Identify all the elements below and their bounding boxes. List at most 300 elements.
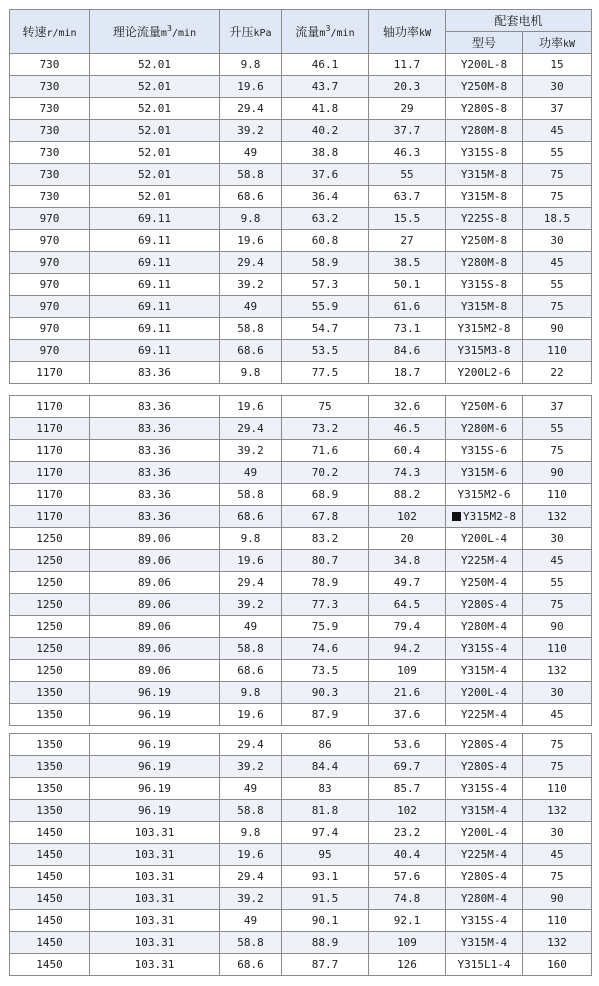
motor-power-cell: 18.5 [523,208,592,230]
motor-model-cell: Y280M-4 [446,888,523,910]
theoretical-flow-cell: 83.36 [90,362,220,384]
theoretical-flow-cell: 69.11 [90,274,220,296]
speed-cell: 1350 [10,734,90,756]
motor-model-cell: Y280S-8 [446,98,523,120]
motor-power-cell: 55 [523,274,592,296]
speed-cell: 970 [10,274,90,296]
theoretical-flow-cell: 96.19 [90,704,220,726]
table-row [10,98,592,120]
flow-cell: 77.3 [282,594,369,616]
speed-cell: 730 [10,76,90,98]
table-row [10,142,592,164]
motor-power-cell: 132 [523,660,592,682]
header-shaft-power: 轴功率kW [369,10,446,54]
motor-model-cell: Y280S-4 [446,734,523,756]
shaft-power-cell: 49.7 [369,572,446,594]
speed-cell: 1170 [10,462,90,484]
motor-model-cell: Y225S-8 [446,208,523,230]
shaft-power-cell: 37.6 [369,704,446,726]
flow-cell: 86 [282,734,369,756]
speed-cell: 1250 [10,660,90,682]
table-row [10,844,592,866]
speed-cell: 1250 [10,528,90,550]
motor-model-cell: Y280M-4 [446,616,523,638]
speed-cell: 970 [10,296,90,318]
motor-power-cell: 75 [523,296,592,318]
table-row [10,910,592,932]
pressure-cell: 58.8 [220,484,282,506]
motor-model-cell: Y200L-4 [446,528,523,550]
theoretical-flow-cell: 83.36 [90,440,220,462]
motor-model-cell: Y315S-6 [446,440,523,462]
table-row [10,594,592,616]
shaft-power-cell: 20.3 [369,76,446,98]
spec-table-2 [9,395,592,726]
table-row [10,528,592,550]
motor-model-cell: Y315M-4 [446,660,523,682]
flow-cell: 84.4 [282,756,369,778]
theoretical-flow-cell: 89.06 [90,638,220,660]
shaft-power-cell: 11.7 [369,54,446,76]
shaft-power-cell: 109 [369,932,446,954]
speed-cell: 1450 [10,910,90,932]
table-row [10,682,592,704]
pressure-cell: 58.8 [220,932,282,954]
motor-power-cell: 75 [523,440,592,462]
motor-power-cell: 37 [523,396,592,418]
motor-model-cell: Y315M-4 [446,800,523,822]
table-row [10,76,592,98]
flow-cell: 74.6 [282,638,369,660]
shaft-power-cell: 38.5 [369,252,446,274]
motor-model-cell: Y315M-4 [446,932,523,954]
speed-cell: 1450 [10,954,90,976]
pressure-cell: 9.8 [220,822,282,844]
shaft-power-cell: 60.4 [369,440,446,462]
motor-power-cell: 110 [523,910,592,932]
motor-model-cell: Y250M-8 [446,230,523,252]
theoretical-flow-cell: 52.01 [90,186,220,208]
motor-power-cell: 22 [523,362,592,384]
table-row [10,120,592,142]
motor-model-cell: Y315L1-4 [446,954,523,976]
motor-model-cell: Y315S-8 [446,142,523,164]
flow-cell: 80.7 [282,550,369,572]
motor-model-cell: Y315M2-8 [446,318,523,340]
pressure-cell: 68.6 [220,660,282,682]
flow-cell: 87.9 [282,704,369,726]
motor-model-cell: Y315M-8 [446,296,523,318]
motor-power-cell: 110 [523,638,592,660]
theoretical-flow-cell: 103.31 [90,954,220,976]
speed-cell: 1450 [10,866,90,888]
header-pressure: 升压kPa [220,10,282,54]
shaft-power-cell: 73.1 [369,318,446,340]
motor-power-cell: 45 [523,704,592,726]
shaft-power-cell: 34.8 [369,550,446,572]
speed-cell: 1170 [10,396,90,418]
flow-cell: 67.8 [282,506,369,528]
theoretical-flow-cell: 89.06 [90,660,220,682]
shaft-power-cell: 32.6 [369,396,446,418]
motor-power-cell: 30 [523,822,592,844]
speed-cell: 1350 [10,704,90,726]
table-row [10,778,592,800]
motor-power-cell: 30 [523,76,592,98]
header-theoretical-flow: 理论流量$m^3/\min$ [90,10,220,54]
flow-cell: 68.9 [282,484,369,506]
motor-power-cell: 110 [523,778,592,800]
motor-power-cell: 75 [523,756,592,778]
theoretical-flow-cell: 52.01 [90,164,220,186]
table-row [10,318,592,340]
flow-cell: 90.1 [282,910,369,932]
pressure-cell: 68.6 [220,954,282,976]
theoretical-flow-cell: 83.36 [90,484,220,506]
speed-cell: 730 [10,98,90,120]
speed-cell: 970 [10,252,90,274]
pressure-cell: 9.8 [220,682,282,704]
header-flow: 流量$m^3/\min$ [282,10,369,54]
pressure-cell: 29.4 [220,866,282,888]
motor-power-cell: 132 [523,800,592,822]
speed-cell: 730 [10,186,90,208]
theoretical-flow-cell: 89.06 [90,528,220,550]
pressure-cell: 19.6 [220,396,282,418]
theoretical-flow-cell: 52.01 [90,120,220,142]
motor-power-cell: 37 [523,98,592,120]
flow-cell: 57.3 [282,274,369,296]
motor-power-cell: 55 [523,142,592,164]
shaft-power-cell: 92.1 [369,910,446,932]
flow-cell: 75.9 [282,616,369,638]
motor-model-cell: Y280S-4 [446,866,523,888]
flow-cell: 60.8 [282,230,369,252]
flow-cell: 88.9 [282,932,369,954]
theoretical-flow-cell: 83.36 [90,418,220,440]
motor-model-cell: Y315S-4 [446,638,523,660]
motor-power-cell: 90 [523,888,592,910]
motor-model-cell: Y250M-6 [446,396,523,418]
motor-model-cell: Y200L-4 [446,822,523,844]
shaft-power-cell: 102 [369,800,446,822]
motor-model-cell: Y315M3-8 [446,340,523,362]
motor-model-cell: Y225M-4 [446,844,523,866]
table-row [10,506,592,528]
table-row [10,734,592,756]
flow-cell: 73.5 [282,660,369,682]
pressure-cell: 19.6 [220,704,282,726]
motor-power-cell: 75 [523,164,592,186]
pressure-cell: 39.2 [220,274,282,296]
table-row [10,800,592,822]
flow-cell: 63.2 [282,208,369,230]
motor-model-cell: Y200L-8 [446,54,523,76]
pressure-cell: 29.4 [220,252,282,274]
table-row [10,572,592,594]
speed-cell: 1450 [10,844,90,866]
theoretical-flow-cell: 103.31 [90,910,220,932]
motor-power-cell: 45 [523,252,592,274]
shaft-power-cell: 102 [369,506,446,528]
theoretical-flow-cell: 69.11 [90,252,220,274]
shaft-power-cell: 46.5 [369,418,446,440]
table-row [10,866,592,888]
pressure-cell: 58.8 [220,164,282,186]
pressure-cell: 19.6 [220,550,282,572]
shaft-power-cell: 74.8 [369,888,446,910]
table-row [10,252,592,274]
shaft-power-cell: 55 [369,164,446,186]
speed-cell: 1250 [10,594,90,616]
shaft-power-cell: 69.7 [369,756,446,778]
flow-cell: 43.7 [282,76,369,98]
pressure-cell: 29.4 [220,98,282,120]
motor-model-cell: Y225M-4 [446,550,523,572]
pressure-cell: 49 [220,910,282,932]
table-row [10,340,592,362]
speed-cell: 1450 [10,888,90,910]
pressure-cell: 39.2 [220,756,282,778]
shaft-power-cell: 61.6 [369,296,446,318]
motor-power-cell: 75 [523,186,592,208]
pressure-cell: 29.4 [220,734,282,756]
table-row [10,660,592,682]
flow-cell: 87.7 [282,954,369,976]
motor-model-cell: Y280M-8 [446,120,523,142]
motor-model-cell: Y200L2-6 [446,362,523,384]
shaft-power-cell: 46.3 [369,142,446,164]
spec-table-3 [9,733,592,976]
pressure-cell: 49 [220,142,282,164]
shaft-power-cell: 126 [369,954,446,976]
speed-cell: 970 [10,230,90,252]
shaft-power-cell: 37.7 [369,120,446,142]
motor-model-cell: Y280S-4 [446,756,523,778]
pressure-cell: 68.6 [220,186,282,208]
shaft-power-cell: 27 [369,230,446,252]
flow-cell: 70.2 [282,462,369,484]
motor-power-cell: 90 [523,318,592,340]
spec-table-1 [9,9,592,384]
flow-cell: 97.4 [282,822,369,844]
speed-cell: 730 [10,54,90,76]
table-row [10,888,592,910]
flow-cell: 46.1 [282,54,369,76]
motor-power-cell: 30 [523,528,592,550]
motor-model-cell: Y200L-4 [446,682,523,704]
shaft-power-cell: 57.6 [369,866,446,888]
theoretical-flow-cell: 96.19 [90,682,220,704]
speed-cell: 970 [10,340,90,362]
pressure-cell: 39.2 [220,888,282,910]
speed-cell: 970 [10,208,90,230]
flow-cell: 78.9 [282,572,369,594]
flow-cell: 73.2 [282,418,369,440]
header-model: 型号 [446,32,523,54]
speed-cell: 1170 [10,440,90,462]
table-row [10,616,592,638]
speed-cell: 1250 [10,572,90,594]
speed-cell: 1350 [10,756,90,778]
shaft-power-cell: 23.2 [369,822,446,844]
theoretical-flow-cell: 89.06 [90,572,220,594]
table-row [10,396,592,418]
shaft-power-cell: 85.7 [369,778,446,800]
table-row [10,418,592,440]
speed-cell: 1250 [10,638,90,660]
pressure-cell: 49 [220,616,282,638]
shaft-power-cell: 15.5 [369,208,446,230]
theoretical-flow-cell: 96.19 [90,778,220,800]
theoretical-flow-cell: 52.01 [90,142,220,164]
speed-cell: 1250 [10,616,90,638]
speed-cell: 730 [10,164,90,186]
pressure-cell: 39.2 [220,440,282,462]
theoretical-flow-cell: 52.01 [90,76,220,98]
motor-model-cell: Y315M2-8 [446,506,523,528]
flow-cell: 90.3 [282,682,369,704]
pressure-cell: 39.2 [220,120,282,142]
motor-model-cell: Y280M-6 [446,418,523,440]
table-row [10,208,592,230]
flow-cell: 95 [282,844,369,866]
theoretical-flow-cell: 83.36 [90,396,220,418]
motor-power-cell: 110 [523,340,592,362]
table-row [10,932,592,954]
table-row [10,462,592,484]
theoretical-flow-cell: 96.19 [90,756,220,778]
motor-power-cell: 45 [523,844,592,866]
table-row [10,230,592,252]
motor-power-cell: 75 [523,866,592,888]
pressure-cell: 9.8 [220,528,282,550]
speed-cell: 1250 [10,550,90,572]
table-body-1 [10,54,592,384]
theoretical-flow-cell: 69.11 [90,230,220,252]
shaft-power-cell: 29 [369,98,446,120]
motor-model-cell: Y250M-8 [446,76,523,98]
theoretical-flow-cell: 103.31 [90,844,220,866]
motor-power-cell: 55 [523,418,592,440]
pressure-cell: 19.6 [220,230,282,252]
shaft-power-cell: 21.6 [369,682,446,704]
theoretical-flow-cell: 96.19 [90,800,220,822]
table-row [10,186,592,208]
theoretical-flow-cell: 89.06 [90,550,220,572]
theoretical-flow-cell: 69.11 [90,318,220,340]
speed-cell: 1450 [10,822,90,844]
header-power: 功率kW [523,32,592,54]
shaft-power-cell: 79.4 [369,616,446,638]
motor-power-cell: 75 [523,734,592,756]
flow-cell: 81.8 [282,800,369,822]
motor-power-cell: 30 [523,230,592,252]
flow-cell: 75 [282,396,369,418]
motor-power-cell: 132 [523,506,592,528]
speed-cell: 1350 [10,682,90,704]
table-row [10,704,592,726]
theoretical-flow-cell: 52.01 [90,98,220,120]
table-row [10,54,592,76]
speed-cell: 1170 [10,418,90,440]
pressure-cell: 49 [220,296,282,318]
shaft-power-cell: 18.7 [369,362,446,384]
theoretical-flow-cell: 83.36 [90,462,220,484]
motor-power-cell: 45 [523,550,592,572]
motor-power-cell: 55 [523,572,592,594]
table-row [10,756,592,778]
shaft-power-cell: 20 [369,528,446,550]
motor-power-cell: 90 [523,616,592,638]
table-body-2 [10,396,592,726]
motor-model-cell: Y250M-4 [446,572,523,594]
speed-cell: 1350 [10,778,90,800]
flow-cell: 53.5 [282,340,369,362]
theoretical-flow-cell: 69.11 [90,340,220,362]
shaft-power-cell: 74.3 [369,462,446,484]
flow-cell: 40.2 [282,120,369,142]
flow-cell: 93.1 [282,866,369,888]
shaft-power-cell: 109 [369,660,446,682]
black-square-icon [452,512,461,521]
shaft-power-cell: 50.1 [369,274,446,296]
theoretical-flow-cell: 52.01 [90,54,220,76]
motor-model-cell: Y280M-8 [446,252,523,274]
table-row [10,638,592,660]
motor-model-cell: Y315M-8 [446,164,523,186]
table-header [10,10,592,54]
shaft-power-cell: 88.2 [369,484,446,506]
motor-model-cell: Y315S-4 [446,910,523,932]
pressure-cell: 9.8 [220,362,282,384]
theoretical-flow-cell: 103.31 [90,866,220,888]
table-row [10,164,592,186]
theoretical-flow-cell: 103.31 [90,932,220,954]
motor-power-cell: 132 [523,932,592,954]
pressure-cell: 29.4 [220,572,282,594]
motor-power-cell: 30 [523,682,592,704]
motor-model-cell: Y315M2-6 [446,484,523,506]
motor-model-cell: Y225M-4 [446,704,523,726]
motor-power-cell: 75 [523,594,592,616]
motor-power-cell: 45 [523,120,592,142]
motor-power-cell: 15 [523,54,592,76]
motor-power-cell: 160 [523,954,592,976]
speed-cell: 1170 [10,484,90,506]
header-motor: 配套电机 [446,10,592,32]
flow-cell: 37.6 [282,164,369,186]
pressure-cell: 58.8 [220,318,282,340]
shaft-power-cell: 40.4 [369,844,446,866]
speed-cell: 1170 [10,362,90,384]
pressure-cell: 9.8 [220,208,282,230]
theoretical-flow-cell: 83.36 [90,506,220,528]
theoretical-flow-cell: 69.11 [90,208,220,230]
pressure-cell: 9.8 [220,54,282,76]
table-row [10,274,592,296]
theoretical-flow-cell: 96.19 [90,734,220,756]
speed-cell: 1350 [10,800,90,822]
motor-model-cell: Y315M-8 [446,186,523,208]
motor-model-cell: Y315S-8 [446,274,523,296]
theoretical-flow-cell: 89.06 [90,616,220,638]
pressure-cell: 29.4 [220,418,282,440]
theoretical-flow-cell: 103.31 [90,888,220,910]
pressure-cell: 68.6 [220,340,282,362]
theoretical-flow-cell: 89.06 [90,594,220,616]
table-row [10,954,592,976]
